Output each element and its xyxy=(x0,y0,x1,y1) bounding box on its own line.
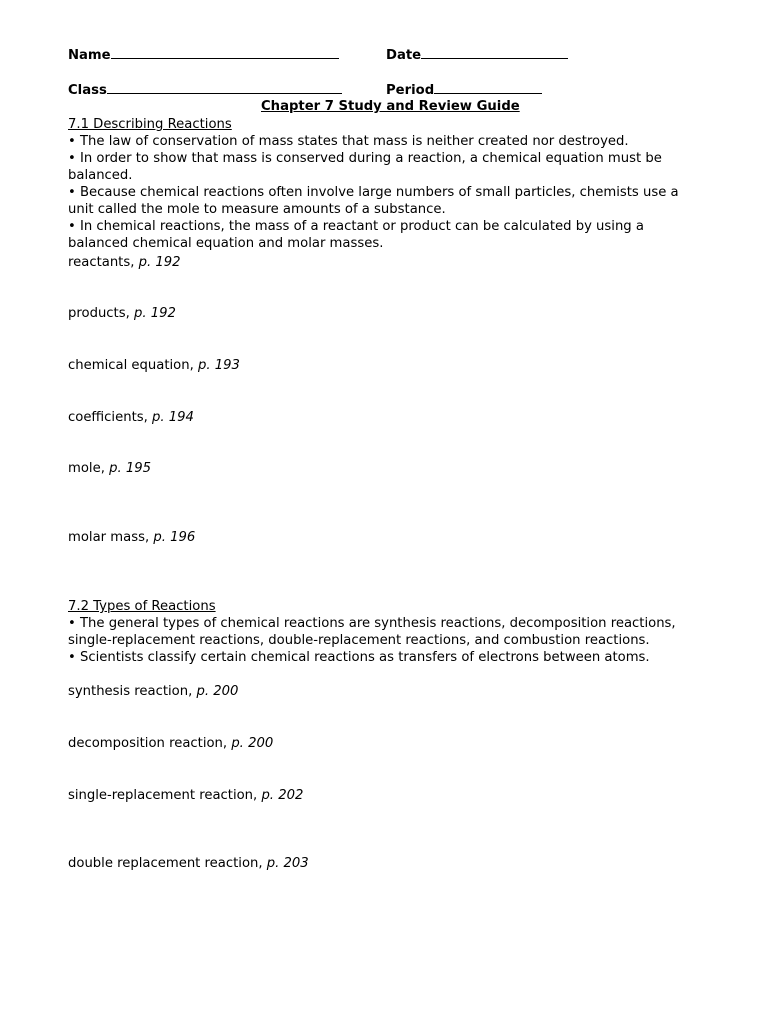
period-field xyxy=(386,81,542,99)
term-label: molar mass, xyxy=(68,530,154,545)
page-ref: p. 192 xyxy=(138,255,181,270)
section-7-2-bullets xyxy=(68,615,708,666)
term-label: chemical equation, xyxy=(68,358,198,373)
term-label: decomposition reaction, xyxy=(68,736,232,751)
date-label: Date xyxy=(386,48,422,63)
name-label: Name xyxy=(68,48,111,63)
page-ref: p. 200 xyxy=(231,736,274,751)
term-label: products, xyxy=(68,306,134,321)
term-chemical-equation xyxy=(68,357,240,374)
page-ref: p. 194 xyxy=(152,410,194,425)
term-decomposition-reaction xyxy=(68,735,273,752)
term-label: double replacement reaction, xyxy=(68,856,267,871)
term-label: coefficients, xyxy=(68,410,152,425)
term-label: reactants, xyxy=(68,255,139,270)
class-blank xyxy=(107,81,342,94)
page-ref: p. 203 xyxy=(266,856,309,871)
class-field xyxy=(68,81,342,99)
page-title: Chapter 7 Study and Review Guide xyxy=(261,99,520,114)
term-synthesis-reaction xyxy=(68,683,238,700)
term-double-replacement-reaction xyxy=(68,855,309,872)
bullet-item: • The general types of chemical reactions are synthesis reactions, decomposition reactions, single-replacement reactions, double-replacement reactions, and combustion reactions. xyxy=(68,616,676,648)
section-heading-7-1: 7.1 Describing Reactions xyxy=(68,117,232,132)
bullet-item: • The law of conservation of mass states that mass is neither created nor destroyed. xyxy=(68,134,629,149)
date-field xyxy=(386,46,568,64)
bullet-item: • Because chemical reactions often involve large numbers of small particles, chemists use a unit called the mole to measure amounts of a substance. xyxy=(68,185,679,217)
term-label: mole, xyxy=(68,461,110,476)
bullet-item: • In chemical reactions, the mass of a reactant or product can be calculated by using a balanced chemical equation and molar masses. xyxy=(68,219,644,251)
term-mole xyxy=(68,460,151,477)
term-products xyxy=(68,305,176,322)
page-ref: p. 192 xyxy=(133,306,176,321)
page-ref: p. 195 xyxy=(109,461,152,476)
period-label: Period xyxy=(386,83,435,98)
term-coefficients xyxy=(68,409,194,426)
term-label: single-replacement reaction, xyxy=(68,788,262,803)
term-reactants xyxy=(68,254,181,271)
date-blank xyxy=(421,46,568,59)
section-heading-7-2: 7.2 Types of Reactions xyxy=(68,599,216,614)
bullet-item: • In order to show that mass is conserved during a reaction, a chemical equation must be balanced. xyxy=(68,151,662,183)
name-blank xyxy=(111,46,339,59)
name-field xyxy=(68,46,339,64)
term-molar-mass xyxy=(68,529,195,546)
term-label: synthesis reaction, xyxy=(68,684,197,699)
page-ref: p. 202 xyxy=(261,788,304,803)
page-ref: p. 196 xyxy=(153,530,196,545)
period-blank xyxy=(434,81,542,94)
section-7-1-bullets xyxy=(68,133,708,252)
page-ref: p. 200 xyxy=(196,684,239,699)
bullet-item: • Scientists classify certain chemical reactions as transfers of electrons between atoms. xyxy=(68,650,650,665)
class-label: Class xyxy=(68,83,107,98)
term-single-replacement-reaction xyxy=(68,787,303,804)
page-ref: p. 193 xyxy=(198,358,240,373)
